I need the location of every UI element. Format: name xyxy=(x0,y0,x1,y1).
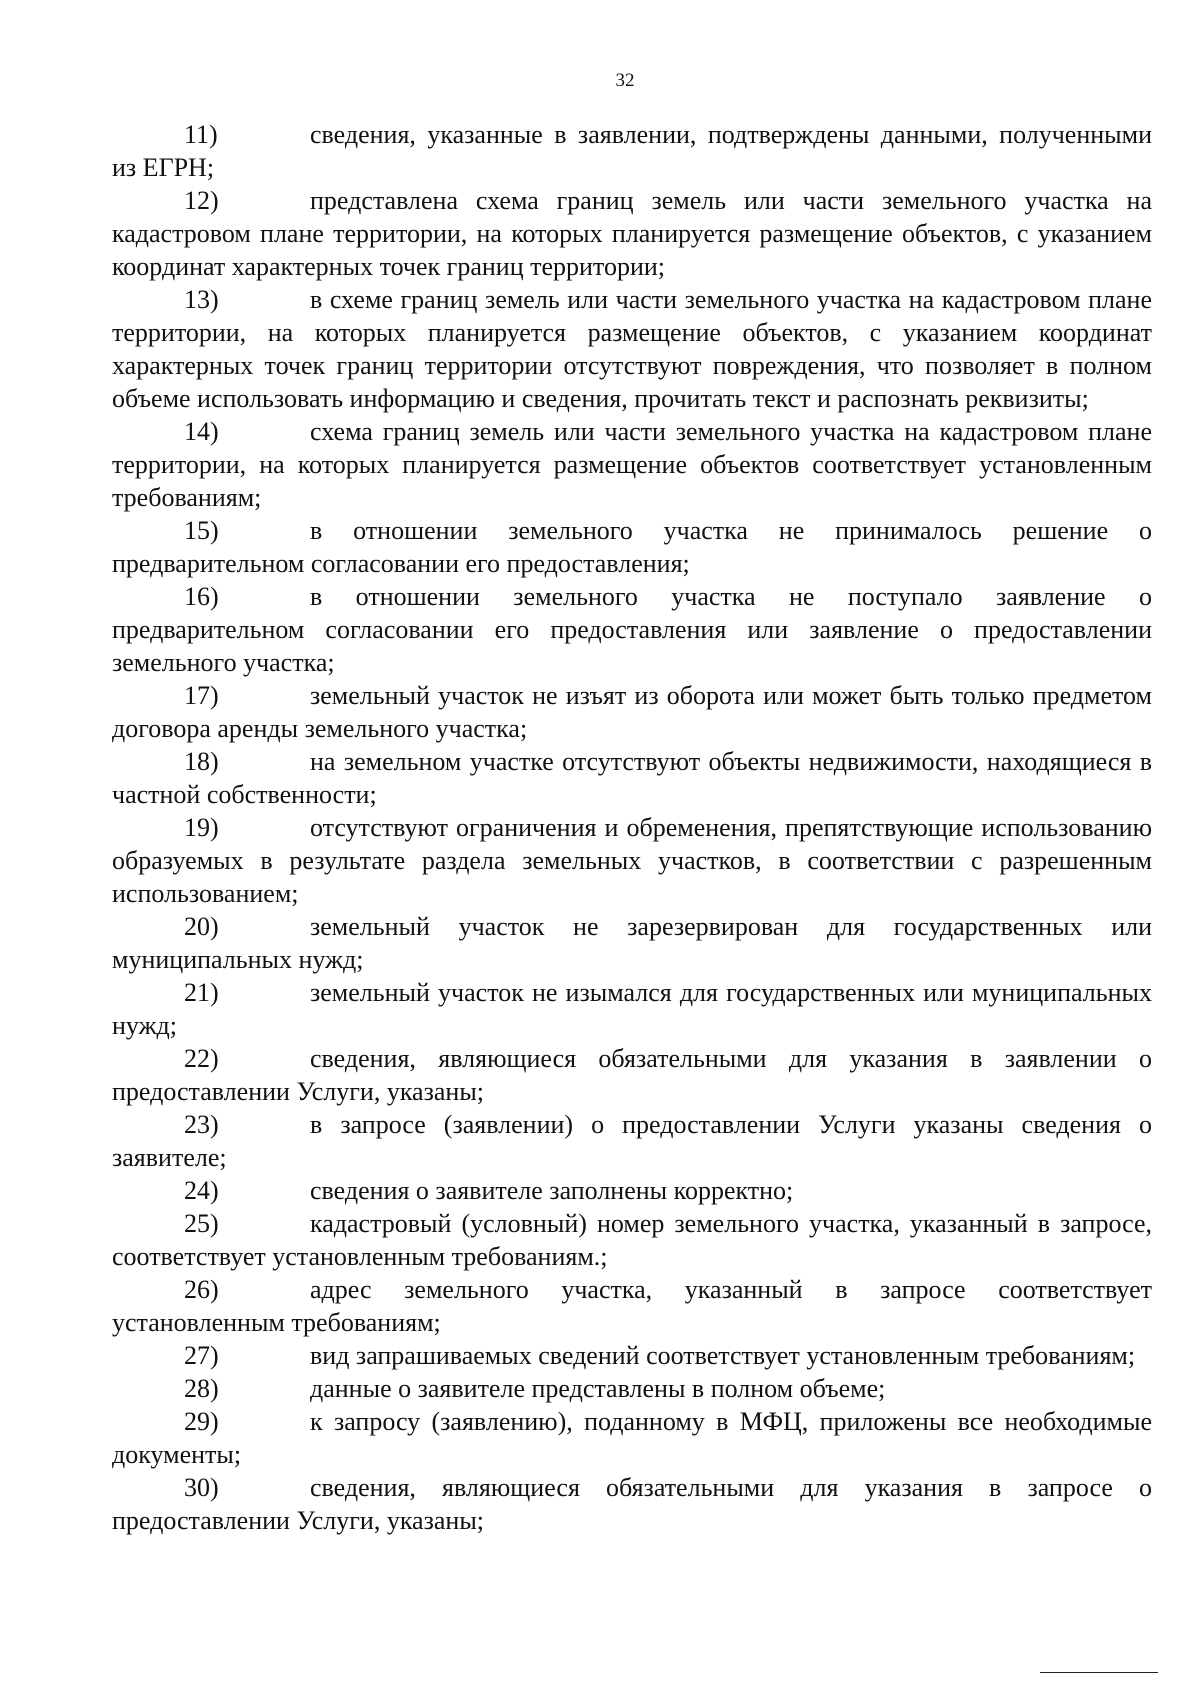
page-number: 32 xyxy=(615,70,635,91)
item-number: 18) xyxy=(184,747,219,776)
item-text: сведения, указанные в заявлении, подтверждены данными, полученными из ЕГРН; xyxy=(112,120,1152,182)
item-text: земельный участок не зарезервирован для государственных или муниципальных нужд; xyxy=(112,912,1152,974)
list-item xyxy=(112,283,1152,415)
list-item xyxy=(112,976,1152,1042)
list-item xyxy=(112,1207,1152,1273)
list-item xyxy=(112,184,1152,283)
item-number: 22) xyxy=(184,1044,219,1073)
item-text: кадастровый (условный) номер земельного участка, указанный в запросе, соответствует установленным требованиям.; xyxy=(112,1209,1152,1271)
item-text: сведения, являющиеся обязательными для указания в запросе о предоставлении Услуги, указаны; xyxy=(112,1473,1152,1535)
item-text: к запросу (заявлению), поданному в МФЦ, приложены все необходимые документы; xyxy=(112,1407,1152,1469)
numbered-list xyxy=(112,118,1152,1537)
item-text: земельный участок не изъят из оборота или может быть только предметом договора аренды земельного участка; xyxy=(112,681,1152,743)
list-item xyxy=(112,1339,1152,1372)
item-text: сведения, являющиеся обязательными для указания в заявлении о предоставлении Услуги, указаны; xyxy=(112,1044,1152,1106)
list-item xyxy=(112,679,1152,745)
item-number: 28) xyxy=(184,1374,219,1403)
item-number: 12) xyxy=(184,186,219,215)
list-item xyxy=(112,1273,1152,1339)
item-number: 11) xyxy=(184,120,218,149)
item-text: в отношении земельного участка не поступало заявление о предварительном согласовании его предоставления или заявление о предоставлении земельного участка; xyxy=(112,582,1152,677)
list-item xyxy=(112,745,1152,811)
item-number: 21) xyxy=(184,978,219,1007)
item-number: 30) xyxy=(184,1473,219,1502)
footer-rule xyxy=(1040,1672,1158,1673)
list-item xyxy=(112,415,1152,514)
item-text: вид запрашиваемых сведений соответствует установленным требованиям; xyxy=(310,1341,1136,1370)
list-item xyxy=(112,514,1152,580)
item-text: в схеме границ земель или части земельного участка на кадастровом плане территории, на которых планируется размещение объектов, с указанием координат характерных точек границ территории отсутствуют повреждения, что позволяет в полном объеме использовать информацию и сведения, прочитать текст и распознать реквизиты; xyxy=(112,285,1152,413)
item-text: сведения о заявителе заполнены корректно; xyxy=(310,1176,794,1205)
list-item xyxy=(112,1372,1152,1405)
item-text: в отношении земельного участка не принималось решение о предварительном согласовании его предоставления; xyxy=(112,516,1152,578)
item-text: представлена схема границ земель или части земельного участка на кадастровом плане территории, на которых планируется размещение объектов, с указанием координат характерных точек границ территории; xyxy=(112,186,1152,281)
item-number: 17) xyxy=(184,681,219,710)
item-number: 15) xyxy=(184,516,219,545)
item-number: 24) xyxy=(184,1176,219,1205)
list-item xyxy=(112,910,1152,976)
item-number: 14) xyxy=(184,417,219,446)
item-number: 20) xyxy=(184,912,219,941)
item-text: отсутствуют ограничения и обременения, препятствующие использованию образуемых в результате раздела земельных участков, в соответствии с разрешенным использованием; xyxy=(112,813,1152,908)
item-number: 29) xyxy=(184,1407,219,1436)
list-item xyxy=(112,1471,1152,1537)
item-text: данные о заявителе представлены в полном объеме; xyxy=(310,1374,886,1403)
item-text: в запросе (заявлении) о предоставлении Услуги указаны сведения о заявителе; xyxy=(112,1110,1152,1172)
list-item xyxy=(112,1174,1152,1207)
item-number: 25) xyxy=(184,1209,219,1238)
list-item xyxy=(112,580,1152,679)
item-number: 27) xyxy=(184,1341,219,1370)
item-number: 13) xyxy=(184,285,219,314)
list-item xyxy=(112,811,1152,910)
list-item xyxy=(112,118,1152,184)
item-text: схема границ земель или части земельного участка на кадастровом плане территории, на которых планируется размещение объектов соответствует установленным требованиям; xyxy=(112,417,1152,512)
item-number: 26) xyxy=(184,1275,219,1304)
item-text: на земельном участке отсутствуют объекты недвижимости, находящиеся в частной собственности; xyxy=(112,747,1152,809)
item-text: земельный участок не изымался для государственных или муниципальных нужд; xyxy=(112,978,1152,1040)
item-number: 23) xyxy=(184,1110,219,1139)
list-item xyxy=(112,1108,1152,1174)
list-item xyxy=(112,1042,1152,1108)
list-item xyxy=(112,1405,1152,1471)
item-text: адрес земельного участка, указанный в запросе соответствует установленным требованиям; xyxy=(112,1275,1152,1337)
item-number: 19) xyxy=(184,813,219,842)
item-number: 16) xyxy=(184,582,219,611)
